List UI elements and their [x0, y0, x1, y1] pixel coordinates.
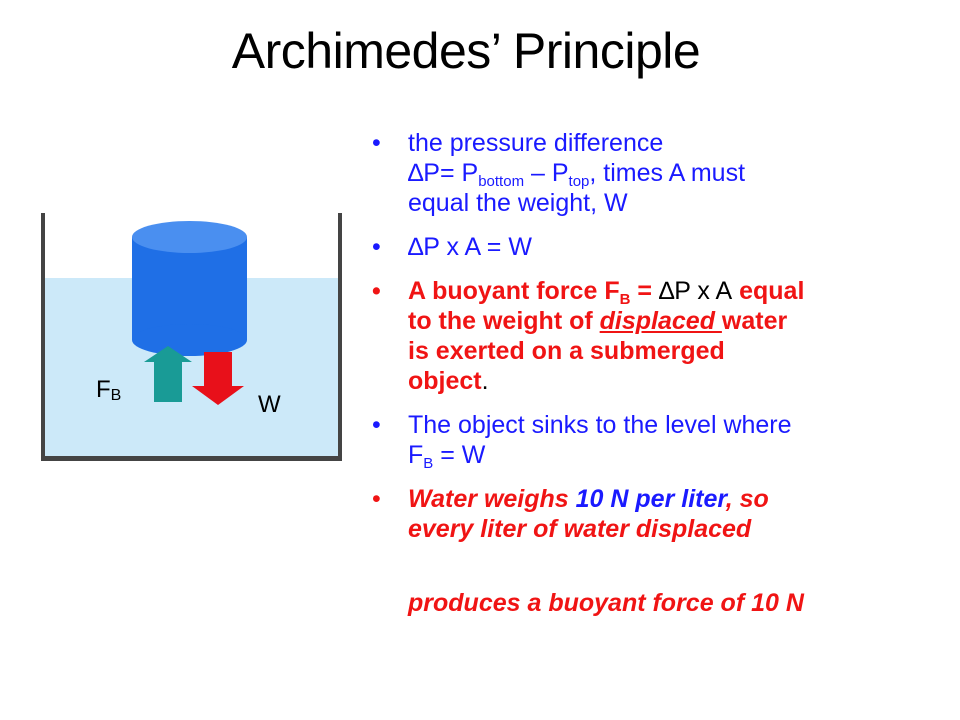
container-right-wall	[338, 213, 342, 461]
container-bottom	[41, 456, 342, 461]
subscript: B	[423, 455, 434, 472]
cylinder-top	[132, 221, 247, 253]
bullet-text: , times A must	[589, 159, 746, 187]
bullet-text: is exerted on a submerged	[408, 337, 725, 365]
bullet-text: ∆P x A = W	[408, 233, 532, 261]
bullet-dot: •	[372, 277, 381, 305]
bullet-pressure-difference	[372, 128, 942, 218]
bullet-text: object	[408, 367, 482, 395]
bullet-text: .	[481, 367, 489, 395]
bullet-text: =	[630, 277, 659, 305]
bullet-dot: •	[372, 129, 381, 157]
bullet-text: A buoyant force F	[408, 277, 620, 305]
subscript: top	[568, 173, 590, 190]
bullet-text: Water weighs	[408, 485, 576, 513]
buoyant-force-note: produces a buoyant force of 10 N	[408, 589, 804, 617]
bullet-dot: •	[372, 485, 381, 513]
bullet-text: ∆P= P	[408, 159, 479, 187]
bullet-text: , so	[725, 485, 769, 513]
fb-label: FB	[96, 376, 122, 404]
bullet-buoyant-force	[372, 276, 942, 396]
bullet-text: every liter of water displaced	[408, 515, 752, 543]
bullet-text: F	[408, 441, 424, 469]
w-label: W	[258, 391, 281, 418]
cylinder-bottom	[132, 324, 247, 356]
bullet-text: equal	[732, 277, 805, 305]
bullet-list	[372, 128, 942, 558]
bullet-text: = W	[433, 441, 486, 469]
bullet-text: equal the weight, W	[408, 189, 628, 217]
bullet-text: the pressure difference	[408, 129, 664, 157]
bullet-text: ∆P x A	[658, 277, 733, 305]
bullet-text: The object sinks to the level where	[408, 411, 792, 439]
bullet-text: to the weight of	[408, 307, 600, 335]
subscript: B	[619, 291, 631, 308]
bullet-dot: •	[372, 233, 381, 261]
bullet-equation	[372, 232, 942, 262]
bullet-text: – P	[524, 159, 569, 187]
slide-title: Archimedes’ Principle	[231, 23, 701, 79]
bullet-water-weighs	[372, 484, 942, 544]
subscript: bottom	[478, 173, 525, 190]
bullet-sinks	[372, 410, 942, 470]
bullet-text: displaced	[599, 307, 722, 335]
archimedes-figure	[0, 0, 360, 500]
bullet-dot: •	[372, 411, 381, 439]
bullet-text: 10 N per liter	[575, 485, 726, 513]
container-left-wall	[41, 213, 45, 461]
bullet-text: water	[721, 307, 788, 335]
